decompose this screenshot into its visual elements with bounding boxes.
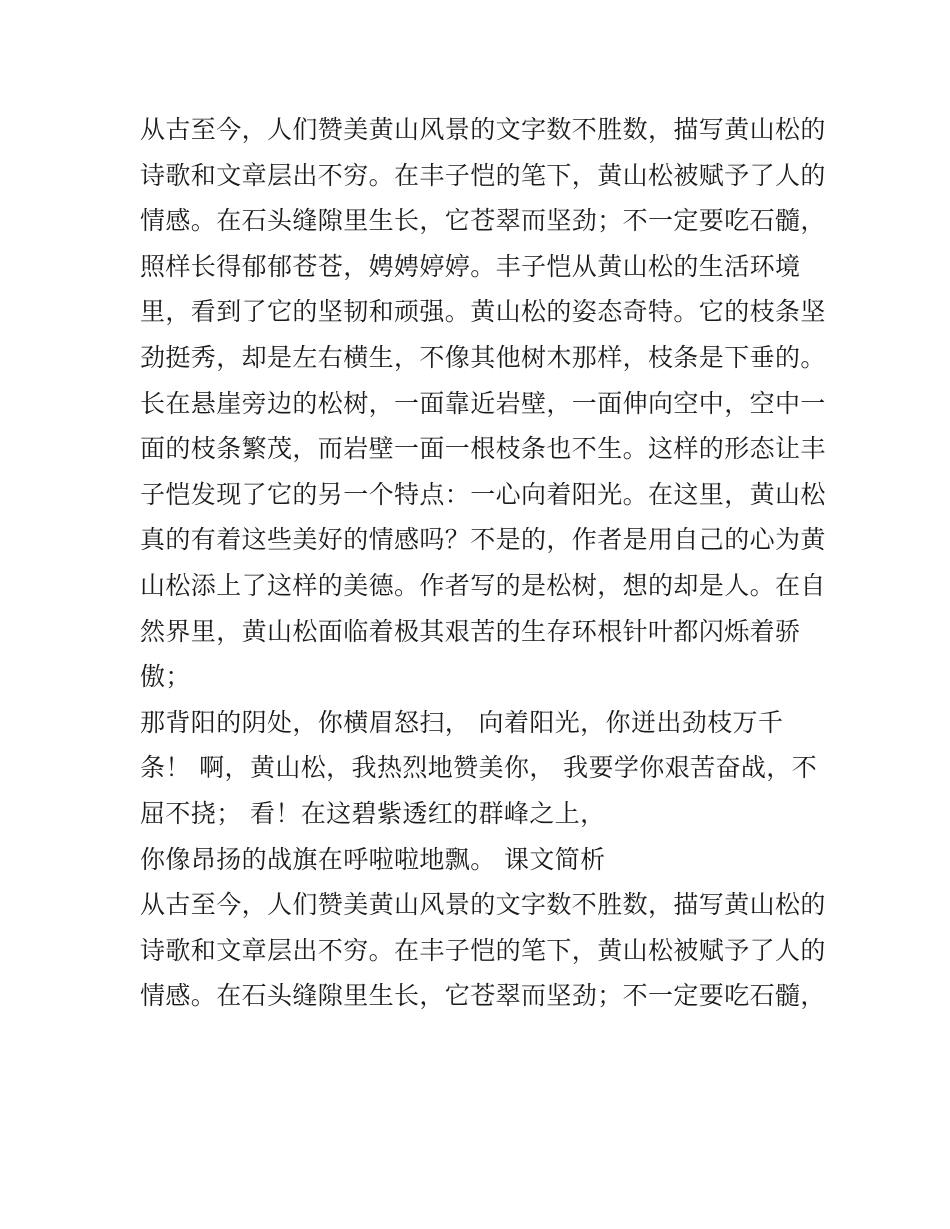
- text-line: 情感。在石头缝隙里生长，它苍翠而坚劲；不一定要吃石髓，: [140, 206, 826, 236]
- text-line: 真的有着这些美好的情感吗？不是的，作者是用自己的心为黄: [140, 525, 826, 555]
- text-line: 你像昂扬的战旗在呼啦啦地飘。 课文简析: [140, 844, 606, 874]
- text-line: 山松添上了这样的美德。作者写的是松树，想的却是人。在自: [140, 570, 826, 600]
- text-line: 劲挺秀，却是左右横生，不像其他树木那样，枝条是下垂的。: [140, 342, 826, 372]
- text-line: 面的枝条繁茂，而岩壁一面一根枝条也不生。这样的形态让丰: [140, 434, 826, 464]
- text-line: 诗歌和文章层出不穷。在丰子恺的笔下，黄山松被赋予了人的: [140, 160, 826, 190]
- text-line: 里，看到了它的坚韧和顽强。黄山松的姿态奇特。它的枝条坚: [140, 297, 826, 327]
- text-line: 然界里，黄山松面临着极其艰苦的生存环根针叶都闪烁着骄: [140, 616, 801, 646]
- text-line: 那背阳的阴处，你横眉怒扫， 向着阳光，你迸出劲枝万千: [140, 707, 784, 737]
- text-line: 屈不挠； 看！在这碧紫透红的群峰之上，: [140, 798, 606, 828]
- text-line: 子恺发现了它的另一个特点：一心向着阳光。在这里，黄山松: [140, 479, 826, 509]
- text-line: 傲；: [140, 662, 191, 692]
- body-text: [140, 107, 830, 1019]
- text-line: 条！ 啊，黄山松，我热烈地赞美你， 我要学你艰苦奋战，不: [140, 753, 818, 783]
- text-line: 从古至今，人们赞美黄山风景的文字数不胜数，描写黄山松的: [140, 115, 826, 144]
- text-line: 从古至今，人们赞美黄山风景的文字数不胜数，描写黄山松的: [140, 890, 826, 920]
- text-line: 情感。在石头缝隙里生长，它苍翠而坚劲；不一定要吃石髓，: [140, 981, 826, 1011]
- text-line: 诗歌和文章层出不穷。在丰子恺的笔下，黄山松被赋予了人的: [140, 935, 826, 965]
- text-line: 长在悬崖旁边的松树，一面靠近岩壁，一面伸向空中，空中一: [140, 388, 826, 418]
- text-line: 照样长得郁郁苍苍，娉娉婷婷。丰子恺从黄山松的生活环境: [140, 251, 801, 281]
